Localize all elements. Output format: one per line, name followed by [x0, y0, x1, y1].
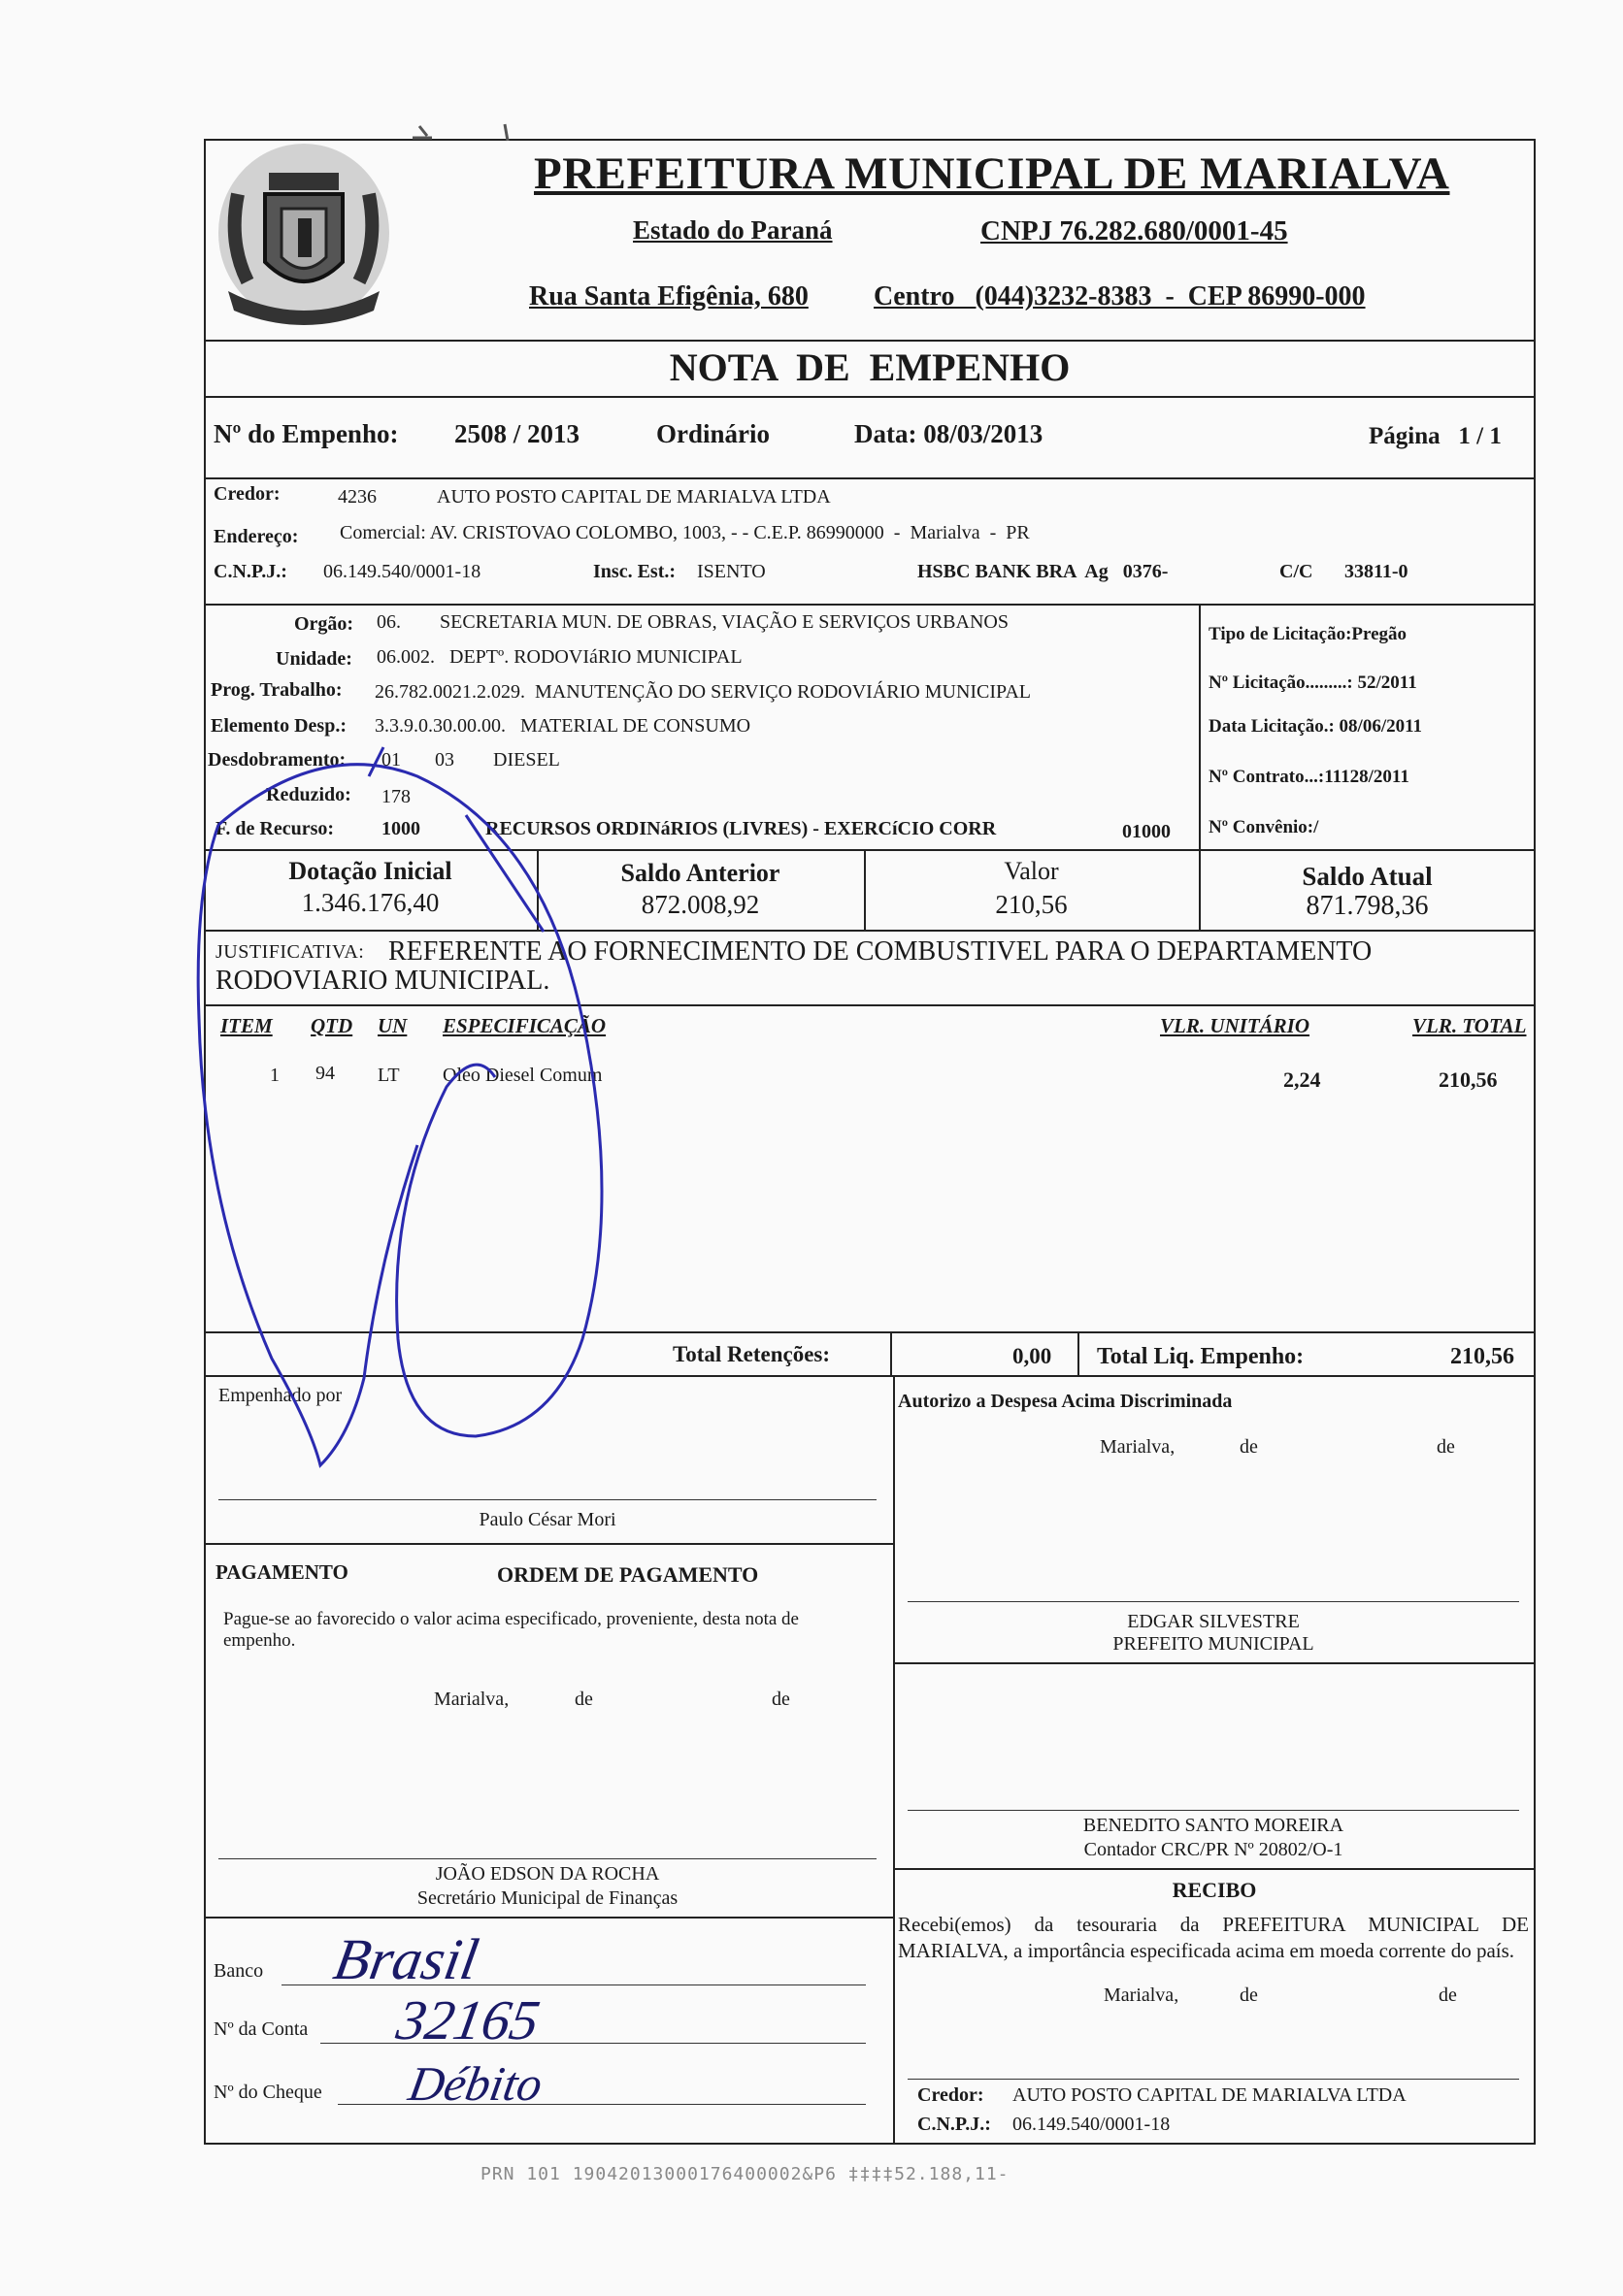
empenho-type: Ordinário: [656, 419, 771, 448]
contador-role: Contador CRC/PR Nº 20802/O-1: [1083, 1839, 1343, 1860]
recibo-de2: de: [1439, 1984, 1457, 2006]
banco-handwritten: Brasil: [329, 1927, 483, 1991]
empenho-number: 2508 / 2013: [454, 419, 580, 448]
recibo-text: Recebi(emos) da tesouraria da PREFEITURA MUNICIPAL DE MARIALVA, a importância especificada acima em moeda corrente do país.: [898, 1913, 1529, 1962]
col-header-qtd: QTD: [311, 1014, 353, 1037]
insc-label: Insc. Est.:: [593, 561, 677, 582]
col-header-item: ITEM: [220, 1014, 273, 1037]
coat-of-arms-icon: [209, 136, 398, 330]
reduzido-value: 178: [381, 786, 411, 807]
autorizo-signer-role: PREFEITO MUNICIPAL: [1112, 1633, 1314, 1655]
saldo-anterior-label: Saldo Anterior: [620, 859, 780, 887]
ordem-pagamento: ORDEM DE PAGAMENTO: [497, 1562, 759, 1587]
col-header-unit-price: VLR. UNITÁRIO: [1160, 1014, 1310, 1037]
header-state: Estado do Paraná: [633, 215, 833, 245]
credor-name: AUTO POSTO CAPITAL DE MARIALVA LTDA: [437, 486, 831, 508]
insc-value: ISENTO: [697, 561, 766, 582]
justificativa-text-line2: RODOVIARIO MUNICIPAL.: [215, 966, 550, 996]
tipo-licitacao: Tipo de Licitação:Pregão: [1209, 624, 1408, 644]
desdobramento-value: 01 03 DIESEL: [381, 749, 560, 771]
dotacao-label: Dotação Inicial: [288, 857, 452, 885]
desdobramento-label: Desdobramento:: [208, 749, 347, 771]
pagamento-de2: de: [772, 1689, 790, 1710]
elemento-label: Elemento Desp.:: [211, 715, 347, 737]
pagamento-place: Marialva,: [434, 1689, 510, 1710]
n-contrato: Nº Contrato...:11128/2011: [1209, 767, 1409, 787]
recurso-code: 1000: [381, 818, 420, 839]
header-contact: Centro (044)3232-8383 - CEP 86990-000: [874, 281, 1366, 312]
recibo-credor-label: Credor:: [917, 2084, 984, 2106]
autorizo-de2: de: [1437, 1436, 1455, 1458]
empenhado-signer: Paulo César Mori: [479, 1509, 616, 1530]
conta-handwritten: 32165: [392, 1988, 545, 2051]
reduzido-label: Reduzido:: [266, 784, 351, 805]
col-header-total: VLR. TOTAL: [1412, 1014, 1527, 1037]
valor-value: 210,56: [995, 890, 1068, 919]
cc-label: C/C: [1279, 561, 1313, 582]
pagamento-signer-role: Secretário Municipal de Finanças: [416, 1887, 679, 1909]
prog-value: 26.782.0021.2.029. MANUTENÇÃO DO SERVIÇO RODOVIÁRIO MUNICIPAL: [375, 681, 1032, 703]
recibo-label: RECIBO: [1172, 1878, 1257, 1902]
empenhado-label: Empenhado por: [218, 1385, 343, 1406]
empenho-date: Data: 08/03/2013: [854, 419, 1043, 448]
row-total: 210,56: [1439, 1067, 1498, 1092]
liq-value: 210,56: [1450, 1344, 1514, 1369]
row-unit-price: 2,24: [1283, 1067, 1321, 1092]
credor-cnpj-label: C.N.P.J.:: [214, 561, 287, 582]
dotacao-value: 1.346.176,40: [301, 888, 440, 917]
unidade-value: 06.002. DEPTº. RODOVIáRIO MUNICIPAL: [377, 646, 743, 668]
autorizo-label: Autorizo a Despesa Acima Discriminada: [898, 1391, 1233, 1412]
col-header-un: UN: [378, 1014, 408, 1037]
autorizo-de1: de: [1240, 1436, 1258, 1458]
pagamento-label: PAGAMENTO: [215, 1560, 348, 1584]
row-un: LT: [378, 1065, 400, 1086]
unidade-label: Unidade:: [276, 648, 352, 670]
recurso-label: F. de Recurso:: [215, 818, 335, 839]
recurso-num: 01000: [1122, 821, 1171, 842]
prog-label: Prog. Trabalho:: [211, 679, 343, 701]
recibo-credor: AUTO POSTO CAPITAL DE MARIALVA LTDA: [1012, 2084, 1407, 2106]
recibo-de1: de: [1240, 1984, 1258, 2006]
saldo-anterior-value: 872.008,92: [641, 890, 760, 919]
credor-label: Credor:: [214, 483, 281, 505]
pagamento-signer-name: JOÃO EDSON DA ROCHA: [435, 1863, 660, 1885]
data-licitacao: Data Licitação.: 08/06/2011: [1209, 716, 1423, 737]
cheque-handwritten: Débito: [405, 2056, 547, 2111]
justificativa-text-line1: REFERENTE AO FORNECIMENTO DE COMBUSTIVEL PARA O DEPARTAMENTO: [388, 936, 1373, 967]
empenho-label: Nº do Empenho:: [214, 419, 399, 448]
cc-value: 33811-0: [1344, 561, 1408, 582]
credor-cnpj: 06.149.540/0001-18: [323, 561, 481, 582]
row-item: 1: [270, 1065, 280, 1086]
credor-code: 4236: [338, 486, 377, 508]
saldo-atual-label: Saldo Atual: [1302, 862, 1433, 891]
recibo-place: Marialva,: [1104, 1984, 1179, 2006]
retencoes-label: Total Retenções:: [673, 1342, 831, 1366]
footer-code: PRN 101 19042013000176400002&P6 ‡‡‡‡52.188,11-: [480, 2164, 1010, 2184]
credor-address: Comercial: AV. CRISTOVAO COLOMBO, 1003, - - C.E.P. 86990000 - Marialva - PR: [340, 522, 1030, 543]
document-title: NOTA DE EMPENHO: [669, 345, 1071, 389]
n-convenio: Nº Convênio:/: [1209, 817, 1319, 837]
row-qtd: 94: [315, 1063, 335, 1084]
pagamento-text: Pague-se ao favorecido o valor acima especificado, proveniente, desta nota de empenho.: [223, 1609, 799, 1651]
contador-name: BENEDITO SANTO MOREIRA: [1082, 1815, 1344, 1836]
recurso-desc: RECURSOS ORDINáRIOS (LIVRES) - EXERCíCIO CORR: [485, 818, 997, 839]
autorizo-place: Marialva,: [1100, 1436, 1176, 1458]
n-licitacao: Nº Licitação.........: 52/2011: [1209, 672, 1417, 693]
header-street: Rua Santa Efigênia, 680: [529, 281, 809, 312]
banco-label: Banco: [214, 1960, 264, 1982]
row-spec: Oleo Diesel Comum: [443, 1065, 603, 1086]
valor-label: Valor: [1004, 857, 1059, 885]
cheque-label: Nº do Cheque: [214, 2082, 322, 2103]
liq-label: Total Liq. Empenho:: [1097, 1344, 1305, 1369]
orgao-label: Orgão:: [294, 613, 354, 635]
justificativa-label: JUSTIFICATIVA:: [215, 941, 365, 963]
saldo-atual-value: 871.798,36: [1306, 891, 1429, 921]
retencoes-value: 0,00: [1012, 1344, 1052, 1368]
col-header-spec: ESPECIFICAÇÃO: [443, 1014, 607, 1037]
elemento-value: 3.3.9.0.30.00.00. MATERIAL DE CONSUMO: [375, 715, 751, 737]
recibo-cnpj-label: C.N.P.J.:: [917, 2114, 991, 2135]
bank-info: HSBC BANK BRA Ag 0376-: [917, 561, 1169, 582]
pagamento-de1: de: [575, 1689, 593, 1710]
address-label: Endereço:: [214, 526, 299, 547]
autorizo-signer-name: EDGAR SILVESTRE: [1127, 1611, 1300, 1632]
orgao-value: 06. SECRETARIA MUN. DE OBRAS, VIAÇÃO E SERVIÇOS URBANOS: [377, 611, 1009, 633]
header-cnpj: CNPJ 76.282.680/0001-45: [980, 215, 1288, 246]
page-number: Página 1 / 1: [1369, 423, 1502, 449]
conta-label: Nº da Conta: [214, 2018, 309, 2040]
page-title: PREFEITURA MUNICIPAL DE MARIALVA: [534, 148, 1450, 199]
recibo-cnpj: 06.149.540/0001-18: [1012, 2114, 1171, 2135]
